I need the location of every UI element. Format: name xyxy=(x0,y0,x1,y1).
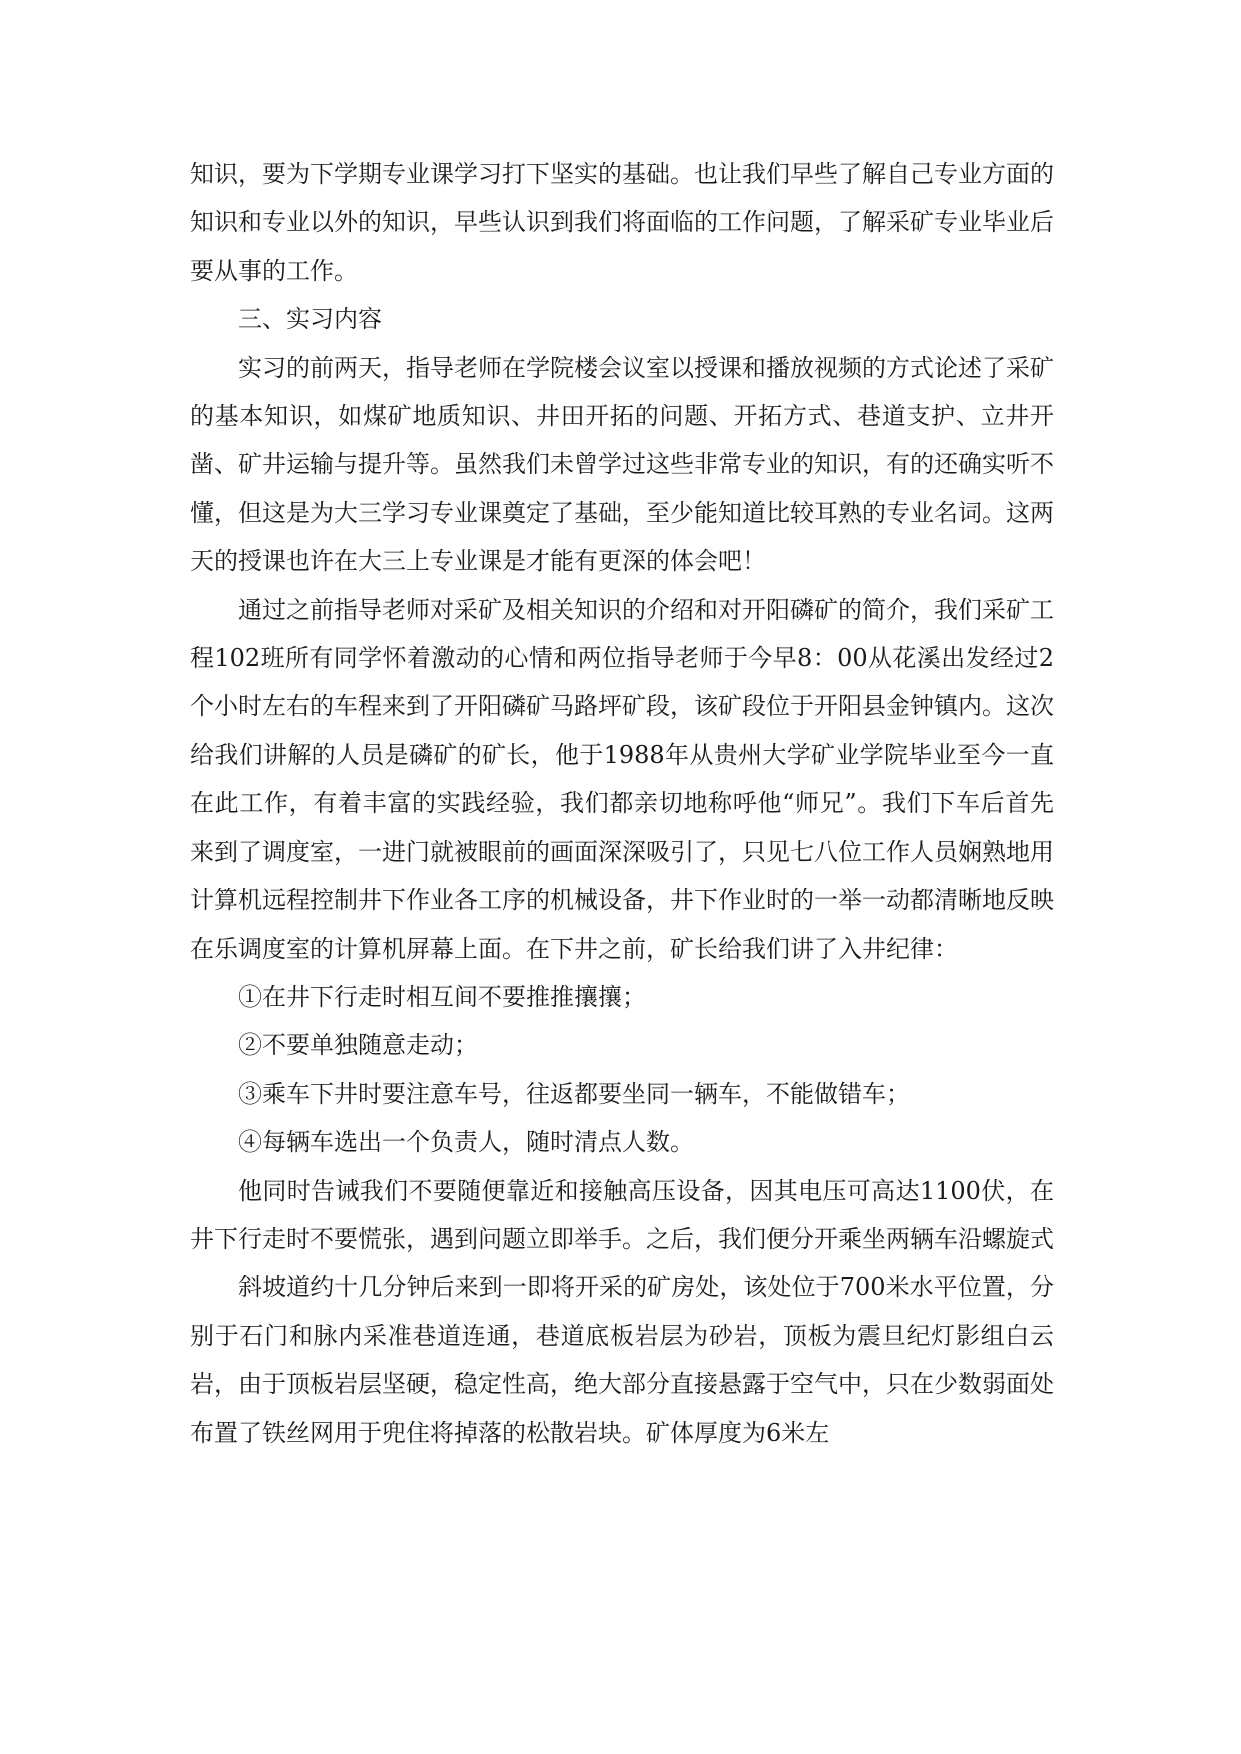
paragraph-safety-warning: 他同时告诫我们不要随便靠近和接触高压设备，因其电压可高达1100伏，在井下行走时不要慌张，遇到问题立即举手。之后，我们便分开乘坐两辆车沿螺旋式 xyxy=(190,1176,1054,1253)
paragraph-continuation: 知识，要为下学期专业课学习打下坚实的基础。也让我们早些了解自己专业方面的知识和专业以外的知识，早些认识到我们将面临的工作问题，了解采矿专业毕业后要从事的工作。 xyxy=(190,160,1054,285)
rule-item-3: ③乘车下井时要注意车号，往返都要坐同一辆车，不能做错车； xyxy=(238,1079,910,1108)
paragraph-mine-visit: 通过之前指导老师对采矿及相关知识的介绍和对开阳磷矿的简介，我们采矿工程102班所有同学怀着激动的心情和两位指导老师于今早8：00从花溪出发经过2个小时左右的车程来到了开阳磷矿马路坪矿段，该矿段位于开阳县金钟镇内。这次给我们讲解的人员是磷矿的矿长，他于1988年从贵州大学矿业学院毕业至今一直在此工作，有着丰富的实践经验，我们都亲切地称呼他“师兄”。我们下车后首先来到了调度室，一进门就被眼前的画面深深吸引了，只见七八位工作人员娴熟地用计算机远程控制井下作业各工序的机械设备，井下作业时的一举一动都清晰地反映在乐调度室的计算机屏幕上面。在下井之前，矿长给我们讲了入井纪律： xyxy=(190,595,1054,963)
rule-item-1: ①在井下行走时相互间不要推推攘攘； xyxy=(238,982,646,1011)
rule-item-2: ②不要单独随意走动； xyxy=(238,1031,478,1060)
paragraph-lectures: 实习的前两天，指导老师在学院楼会议室以授课和播放视频的方式论述了采矿的基本知识，如煤矿地质知识、井田开拓的问题、开拓方式、巷道支护、立井开凿、矿井运输与提升等。虽然我们未曾学过这些非常专业的知识，有的还确实听不懂，但这是为大三学习专业课奠定了基础，至少能知道比较耳熟的专业名词。这两天的授课也许在大三上专业课是才能有更深的体会吧！ xyxy=(190,353,1054,576)
document-body xyxy=(190,150,1054,1457)
rule-item-4: ④每辆车选出一个负责人，随时清点人数。 xyxy=(238,1128,694,1157)
paragraph-mine-room: 斜坡道约十几分钟后来到一即将开采的矿房处，该处位于700米水平位置，分别于石门和脉内采准巷道连通，巷道底板岩层为砂岩，顶板为震旦纪灯影组白云岩，由于顶板岩层坚硬，稳定性高，绝大部分直接悬露于空气中，只在少数弱面处布置了铁丝网用于兜住将掉落的松散岩块。矿体厚度为6米左 xyxy=(190,1273,1054,1447)
section-heading: 三、实习内容 xyxy=(238,305,382,334)
